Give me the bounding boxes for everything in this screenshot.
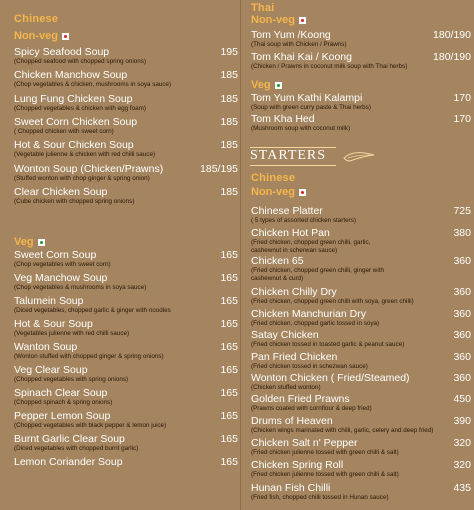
menu-item-name: Chicken Hot Pan [251,227,330,239]
menu-item-description: ( 5 types of assorted chicken starters) [251,217,356,224]
menu-item-price: 360 [453,255,471,267]
menu-item [14,342,238,361]
menu-item-name: Lemon Coriander Soup [14,456,123,468]
menu-item [251,287,471,306]
menu-item-name: Veg Manchow Soup [14,272,108,284]
section-chinese-title: Chinese [14,13,59,25]
menu-item-name: Hot & Sour Chicken Soup [14,139,134,152]
nonveg-label: Non-veg [14,30,58,42]
menu-item [14,250,238,269]
menu-item-description: (Soup with green curry paste & Thai herbs) [251,104,371,111]
menu-item-description: (Fried chicken julienne tossed with green chilli & salt) [251,449,399,456]
menu-item-price: 360 [453,351,471,363]
menu-item-name: Sweet Corn Chicken Soup [14,115,138,128]
menu-item-price: 320 [453,459,471,471]
menu-item-name: Chicken Salt n' Pepper [251,437,358,449]
menu-item [251,352,471,371]
menu-item-name: Pan Fried Chicken [251,351,338,363]
menu-item-name: Tom Yum /Koong [251,29,331,41]
nonveg-mark-icon [299,17,306,24]
menu-item [251,416,471,435]
garnish-ornament-icon [342,149,376,163]
section-chinese-starters-title: Chinese [251,172,296,184]
menu-item-name: Satay Chicken [251,329,319,341]
menu-item-description: (Chicken wings marinated with chilli, garlic, celery and deep fried) [251,427,434,434]
menu-item-description: (Fried fish, chopped chilli tossed in Hunan sauce) [251,494,389,501]
menu-item-name: Chicken Manchow Soup [14,69,128,82]
veg-label: Veg [14,236,34,248]
menu-item [14,296,238,315]
menu-item [251,206,471,225]
menu-item-name: Wanton Soup [14,341,78,353]
right-column [240,0,474,510]
menu-item-description: (Diced vegetables with chopped burnt garlic) [14,445,139,452]
starters-nonveg-label: Non-veg [251,186,295,198]
menu-item-description: (Thai soup with Chicken / Prawns) [251,41,347,48]
menu-item-description: (Chopped vegetables with spring onions) [14,376,129,383]
menu-item-price: 165 [220,456,238,468]
menu-item [251,373,471,392]
menu-item-price: 165 [220,410,238,422]
menu-item-name: Golden Fried Prawns [251,393,350,405]
menu-item-description: (Chop vegetables & chicken, mushrooms in soya sauce) [14,81,172,89]
menu-item-name: Veg Clear Soup [14,364,88,376]
starters-title: STARTERS [250,148,327,163]
subsection-starters-nonveg [251,186,306,198]
menu-item-price: 380 [453,227,471,239]
menu-item-description: (Fried chicken, chopped green chilli with soya, green chilli) [251,298,414,305]
menu-item-price: 185/195 [200,162,238,175]
menu-item [251,256,471,283]
menu-item-description: (Fried chicken tossed in schezwan sauce) [251,363,368,370]
menu-item-price: 195 [220,46,238,58]
menu-item-description: (Chopped vegetables with black pepper & lemon juice) [14,422,167,429]
menu-item-price: 165 [220,249,238,261]
menu-item-price: 435 [453,482,471,494]
menu-item-name: Spicy Seafood Soup [14,46,110,58]
menu-item [251,309,471,328]
menu-item-description: (Chopped vegetables & chicken with egg foam) [14,104,146,112]
menu-item [251,460,471,479]
menu-item [14,319,238,338]
menu-item-name: Tom Yum Kathi Kalampi [251,92,363,104]
menu-item-description: (Vegetables julienne with red chilli sauce) [14,330,130,337]
menu-item [14,94,238,113]
menu-item-description: (Fried chicken, chopped garlic tossed in soya) [251,320,380,327]
menu-item-description: (Prawns coated with cornflour & deep fried) [251,405,372,412]
menu-item-name: Wonton Soup (Chicken/Prawns) [14,162,164,175]
subsection-veg [14,236,45,248]
nonveg-mark-icon [299,189,306,196]
menu-item-name: Chicken Manchurian Dry [251,308,366,320]
menu-item-price: 170 [453,113,471,125]
menu-item [14,164,238,183]
menu-item-price: 320 [453,437,471,449]
menu-item-description: (Fried chicken, chopped green chilli, garlic, [251,239,371,246]
menu-item-name: Talumein Soup [14,295,84,307]
menu-item-name: Chicken 65 [251,255,304,267]
menu-item [251,330,471,349]
menu-item-price: 180/190 [433,51,471,63]
menu-item [14,70,238,89]
menu-item-name: Spinach Clear Soup [14,387,108,399]
menu-item [251,438,471,457]
menu-item-price: 725 [453,205,471,217]
menu-item [14,434,238,453]
menu-item-description: (Chop vegetables & mushrooms in soya sauce) [14,284,147,291]
menu-item-description: (Fried chicken tossed in toasted garlic & peanut sauce) [251,341,405,348]
menu-item-price: 360 [453,308,471,320]
menu-item [14,117,238,136]
menu-item-price: 165 [220,341,238,353]
menu-item-price: 170 [453,92,471,104]
menu-item [14,273,238,292]
menu-item [251,93,471,112]
menu-item [14,140,238,159]
menu-item [14,388,238,407]
menu-item-name: Sweet Corn Soup [14,249,97,261]
menu-item-name: Tom Kha Hed [251,113,315,125]
subsection-thai-nonveg [251,14,306,26]
menu-item-name: Chinese Platter [251,205,323,217]
menu-item-description: (Chopped seafood with chopped spring onions) [14,58,146,65]
menu-item-price: 360 [453,286,471,298]
menu-item-price: 360 [453,372,471,384]
veg-mark-icon [38,239,45,246]
thai-nonveg-label: Non-veg [251,14,295,26]
menu-item-price: 185 [220,115,238,128]
menu-item-price: 165 [220,364,238,376]
menu-item-description: (Chopped spinach & spring onions) [14,399,113,406]
menu-item-description: ( Chopped chicken with sweet corn) [14,127,114,135]
menu-item-price: 180/190 [433,29,471,41]
menu-item-price: 165 [220,272,238,284]
nonveg-mark-icon [62,33,69,40]
menu-item-description: (Fried chicken julienne tossed with green chilli & salt) [251,471,399,478]
menu-item-name: Hot & Sour Soup [14,318,93,330]
menu-item-description: (Stuffed wonton with chop ginger & spring onion) [14,174,150,182]
menu-item-price: 165 [220,295,238,307]
menu-item-description: (Cube chicken with chopped spring onions) [14,197,135,205]
menu-item-description: (Fried chicken, chopped green chilli, ginger with [251,267,385,274]
menu-item-price: 390 [453,415,471,427]
starters-rule [250,165,336,166]
starters-header [250,146,376,166]
menu-item-price: 185 [220,185,238,198]
menu-item-description: (Chicken stuffed wonton) [251,384,321,391]
section-thai-title: Thai [251,2,275,14]
menu-item-name: Wonton Chicken ( Fried/Steamed) [251,372,410,384]
menu-item-price: 165 [220,387,238,399]
menu-item-name: Lung Fung Chicken Soup [14,92,133,105]
menu-item [251,483,471,502]
menu-item-name: Pepper Lemon Soup [14,410,111,422]
menu-item-price: 165 [220,433,238,445]
menu-item [251,52,471,71]
menu-item-price: 185 [220,92,238,105]
menu-item-name: Tom Khai Kai / Koong [251,51,352,63]
veg-mark-icon [275,82,282,89]
menu-item-description: (Diced vegetables, chopped garlic & ginger with noodles [14,307,171,314]
menu-item-description: (Wonton stuffed with chopped ginger & spring onions) [14,353,164,360]
menu-item-name: Chicken Chilly Dry [251,286,337,298]
menu-item-price: 165 [220,318,238,330]
thai-veg-label: Veg [251,79,271,91]
menu-item [14,457,238,468]
menu-item-description: (Mushroom soup with coconut milk) [251,125,351,132]
menu-item [251,30,471,49]
menu-item-price: 450 [453,393,471,405]
menu-item-name: Hunan Fish Chilli [251,482,331,494]
menu-item-description: cashewnut in scherwan sauce) [251,247,338,254]
menu-item [14,365,238,384]
menu-item-name: Burnt Garlic Clear Soup [14,433,125,445]
menu-item-price: 360 [453,329,471,341]
menu-item-description: (Chop vegetables with sweet corn) [14,261,111,268]
menu-item-name: Chicken Spring Roll [251,459,344,471]
subsection-nonveg [14,30,69,42]
menu-item [251,114,471,133]
menu-item-name: Drums of Heaven [251,415,333,427]
menu-item [251,394,471,413]
menu-item [14,47,238,66]
menu-item [251,228,471,255]
menu-item-name: Clear Chicken Soup [14,185,108,198]
menu-item [14,187,238,206]
menu-item-price: 185 [220,69,238,82]
menu-item-price: 185 [220,139,238,152]
menu-item [14,411,238,430]
subsection-thai-veg [251,79,282,91]
menu-item-description: (Vegetable julienne & chicken with red chilli sauce) [14,151,156,159]
menu-item-description: cashewnut & curd) [251,275,304,282]
menu-item-description: (Chicken / Prawns in coconut milk soup with Thai herbs) [251,63,408,70]
